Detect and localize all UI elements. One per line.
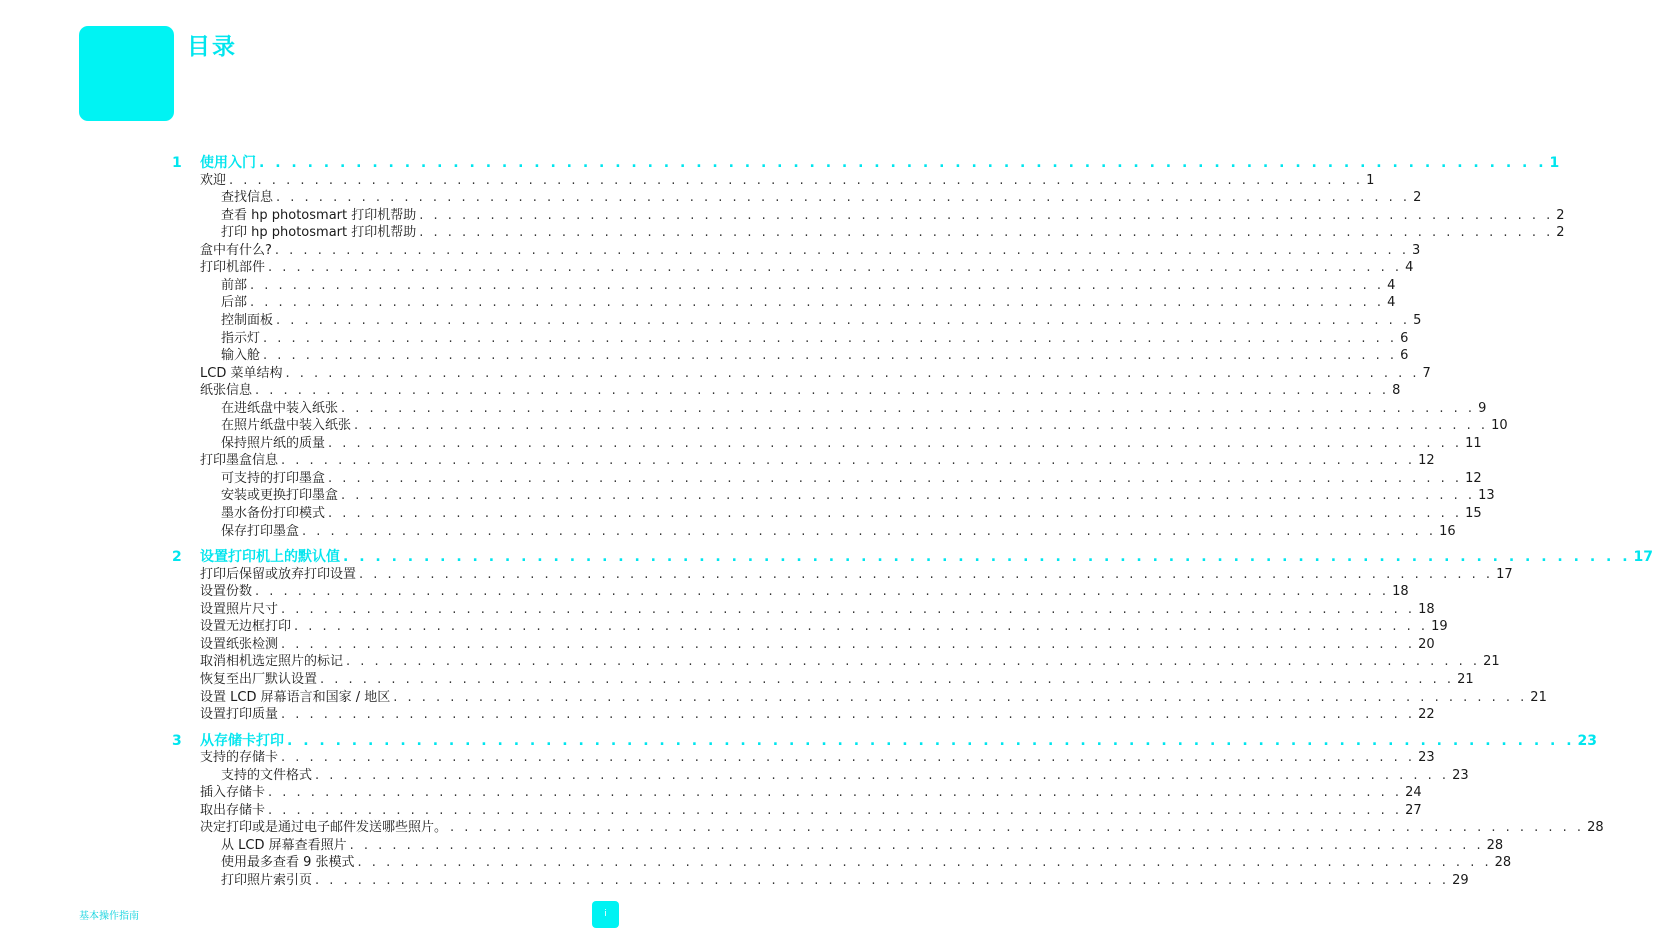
toc-page-number: 15: [1465, 506, 1482, 521]
toc-dot-leader: . . . . . . . . . . . . . . . . . . . . . . . . . . . . . . . . . . . . . . . . . . . . . . . . . . . . . . . . . . . . . . . . . . . . . . . . . . . . . . . .: [281, 707, 1416, 723]
toc-dot-leader: . . . . . . . . . . . . . . . . . . . . . . . . . . . . . . . . . . . . . . . . . . . . . . . . . . . . . . . . . . . . . . . . . . . . . . . . . . . . . . . .: [302, 523, 1437, 539]
toc-page-number: 24: [1405, 785, 1422, 801]
toc-dot-leader: . . . . . . . . . . . . . . . . . . . . . . . . . . . . . . . . . . . . . . . . . . . . . . . . . . . . . . . . . . . . . . . . . . . . . . . . . . . . . . . .: [320, 671, 1455, 687]
toc-entry[interactable]: [221, 417, 1508, 435]
toc-page-number: 11: [1465, 435, 1482, 451]
toc-entry-label: 盒中有什么?: [200, 242, 272, 258]
toc-entry[interactable]: [221, 207, 1565, 225]
toc-entry-label: 墨水备份打印模式: [221, 506, 326, 521]
toc-chapter-number: 3: [172, 732, 182, 749]
toc-entry-label: 支持的文件格式: [221, 767, 313, 783]
toc-dot-leader: . . . . . . . . . . . . . . . . . . . . . . . . . . . . . . . . . . . . . . . . . . . . . . . . . . . . . . . . . . . . . . . . . . . . . . . . . . . . . . . .: [315, 873, 1450, 888]
toc-page-number: 2: [1413, 190, 1422, 206]
toc-entry[interactable]: [200, 365, 1431, 383]
toc-dot-leader: . . . . . . . . . . . . . . . . . . . . . . . . . . . . . . . . . . . . . . . . . . . . . . . . . . . . . . . . . . . . . . . . . . . . . . . . . . . . . . . .: [294, 619, 1429, 635]
toc-dot-leader: . . . . . . . . . . . . . . . . . . . . . . . . . . . . . . . . . . . . . . . . . . . . . . . . . . . . . . . . . . . . . . . . . . . . . . . . . . . . . . . .: [328, 470, 1463, 486]
toc-entry[interactable]: [200, 601, 1435, 619]
toc-dot-leader: . . . . . . . . . . . . . . . . . . . . . . . . . . . . . . . . . . . . . . . . . . . . . . . . . . . . . . . . . . . . . . . . . . . . . . . . . . . . . . . .: [315, 767, 1450, 783]
footer-guide-name: 基本操作指南: [79, 911, 139, 922]
toc-entry-label: 后部: [221, 295, 248, 311]
toc-entry[interactable]: [200, 671, 1474, 689]
toc-page-number: 4: [1387, 295, 1396, 311]
toc-entry[interactable]: [200, 452, 1435, 470]
toc-dot-leader: . . . . . . . . . . . . . . . . . . . . . . . . . . . . . . . . . . . . . . . . . . . . . . . . . . . . . . . . . . . . . . . . . . . . . . . . . . . . . . . .: [419, 225, 1554, 241]
toc-entry-label: 从 LCD 屏幕查看照片: [221, 837, 347, 853]
toc-page-number: 17: [1496, 566, 1513, 582]
toc-dot-leader: . . . . . . . . . . . . . . . . . . . . . . . . . . . . . . . . . . . . . . . . . . . . . . . . . . . . . . . . . . . . . . . . . . . . . . . . . . . . . . . .: [276, 312, 1411, 328]
toc-dot-leader: . . . . . . . . . . . . . . . . . . . . . . . . . . . . . . . . . . . . . . . . . . . . . . . . . . . . . . . . . . . . . . . . . . . . . . . . . . . . . . . .: [419, 207, 1554, 223]
toc-entry[interactable]: [200, 689, 1547, 707]
toc-dot-leader: . . . . . . . . . . . . . . . . . . . . . . . . . . . . . . . . . . . . . . . . . . . . . . . . . . . . . . . . . . . . . . . . . . . . . . . . . . . . . . . .: [250, 277, 1385, 293]
toc-entry[interactable]: [221, 277, 1396, 295]
toc-entry-label: 设置 LCD 屏幕语言和国家 / 地区: [200, 689, 391, 705]
toc-entry[interactable]: [200, 802, 1422, 820]
toc-entry-label: 打印后保留或放弃打印设置: [200, 566, 357, 582]
toc-chapter-entry[interactable]: [172, 732, 1598, 750]
toc-entry[interactable]: [221, 854, 1512, 872]
toc-dot-leader: . . . . . . . . . . . . . . . . . . . . . . . . . . . . . . . . . . . . . . . . . . . . . . . . . . . . . . . . . . . . . . . . . . . . . . . . . . . . . . . .: [281, 750, 1416, 766]
toc-page-number: 1: [1549, 155, 1560, 171]
toc-dot-leader: . . . . . . . . . . . . . . . . . . . . . . . . . . . . . . . . . . . . . . . . . . . . . . . . . . . . . . . . . . . . . . . . . . . . . . . . . . . . . . . .: [285, 365, 1420, 381]
toc-entry[interactable]: [200, 636, 1435, 654]
toc-page-number: 4: [1405, 260, 1414, 276]
toc-page-number: 1: [1366, 172, 1375, 188]
toc-entry-label: 查看 hp photosmart 打印机帮助: [221, 207, 417, 223]
toc-dot-leader: . . . . . . . . . . . . . . . . . . . . . . . . . . . . . . . . . . . . . . . . . . . . . . . . . . . . . . . . . . . . . . . . . . . . . . . . . . . . . . . .: [346, 654, 1481, 670]
toc-entry-label: 打印照片索引页: [221, 873, 313, 888]
toc-dot-leader: . . . . . . . . . . . . . . . . . . . . . . . . . . . . . . . . . . . . . . . . . . . . . . . . . . . . . . . . . . . . . . . . . . . . . . . . . . . . . . . .: [263, 348, 1398, 364]
toc-dot-leader: . . . . . . . . . . . . . . . . . . . . . . . . . . . . . . . . . . . . . . . . . . . . . . . . . . . . . . . . . . . . . . . . . . . . . . . . . . . . . . . .: [255, 383, 1390, 399]
toc-page-number: 23: [1418, 750, 1435, 766]
toc-entry[interactable]: [200, 566, 1513, 584]
toc-dot-leader: . . . . . . . . . . . . . . . . . . . . . . . . . . . . . . . . . . . . . . . . . . . . . . . . . . . . . . . . . . . . . . . . . . . . . . . . . . . . . . . .: [281, 636, 1416, 652]
toc-entry-label: 欢迎: [200, 172, 227, 188]
toc-page-number: 21: [1457, 671, 1474, 687]
toc-entry-label: 设置打印机上的默认值: [200, 549, 340, 566]
toc-chapter-number: 1: [172, 155, 182, 171]
toc-dot-leader: . . . . . . . . . . . . . . . . . . . . . . . . . . . . . . . . . . . . . . . . . . . . . . . . . . . . . . . . . . . . . . . . . . . . . . . . . . . . . . . .: [349, 837, 1484, 853]
toc-entry[interactable]: [221, 224, 1565, 242]
toc-page-number: 20: [1418, 636, 1435, 652]
toc-dot-leader: . . . . . . . . . . . . . . . . . . . . . . . . . . . . . . . . . . . . . . . . . . . . . . . . . . . . . . . . . . . . . . . . . . . . . . . . . . . . . . . .: [341, 400, 1476, 416]
toc-page-number: 7: [1422, 365, 1431, 381]
toc-page-number: 2: [1556, 207, 1565, 223]
toc-entry-label: 支持的存储卡: [200, 750, 279, 766]
toc-dot-leader: . . . . . . . . . . . . . . . . . . . . . . . . . . . . . . . . . . . . . . . . . . . . . . . . . . . . . . . . . . . . . . . . . . . . . . . . . . . . . . . .: [276, 190, 1411, 206]
toc-dot-leader: . . . . . . . . . . . . . . . . . . . . . . . . . . . . . . . . . . . . . . . . . . . . . . . . . . . . . . . . . . . . . . . . . . . . . . . . . . . . . . . .: [354, 418, 1489, 434]
toc-entry-label: 使用入门: [200, 155, 256, 171]
toc-entry-label: 保持照片纸的质量: [221, 435, 326, 451]
toc-page-number: 5: [1413, 312, 1422, 328]
toc-page-number: 8: [1392, 383, 1401, 399]
toc-entry-label: 取消相机选定照片的标记: [200, 654, 344, 670]
toc-dot-leader: . . . . . . . . . . . . . . . . . . . . . . . . . . . . . . . . . . . . . . . . . . . . . . . . . . . . . . . . . . . . . . . . . . . . . . . . . . . . . . . .: [250, 295, 1385, 311]
toc-entry-label: 查找信息: [221, 190, 274, 206]
toc-entry[interactable]: [221, 505, 1482, 523]
toc-dot-leader: . . . . . . . . . . . . . . . . . . . . . . . . . . . . . . . . . . . . . . . . . . . . . . . . . . . . . . . . . . . . . . . . . . . . . . . . . . . . . . . .: [357, 855, 1492, 871]
toc-page-number: 9: [1478, 400, 1487, 416]
toc-entry[interactable]: [221, 435, 1482, 453]
toc-dot-leader: . . . . . . . . . . . . . . . . . . . . . . . . . . . . . . . . . . . . . . . . . . . . . . . . . . . . . . . . . . . . . . . . . . . . . . . . . . . . . . . .: [287, 732, 1575, 749]
toc-dot-leader: . . . . . . . . . . . . . . . . . . . . . . . . . . . . . . . . . . . . . . . . . . . . . . . . . . . . . . . . . . . . . . . . . . . . . . . . . . . . . . . .: [328, 506, 1463, 521]
toc-entry[interactable]: [200, 706, 1435, 724]
toc-entry[interactable]: [221, 470, 1482, 488]
toc-chapter-entry[interactable]: [172, 548, 1653, 566]
toc-entry[interactable]: [221, 837, 1504, 855]
toc-entry-label: 纸张信息: [200, 383, 253, 399]
toc-dot-leader: . . . . . . . . . . . . . . . . . . . . . . . . . . . . . . . . . . . . . . . . . . . . . . . . . . . . . . . . . . . . . . . . . . . . . . . . . . . . . . . .: [393, 689, 1528, 705]
toc-entry-label: 打印机部件: [200, 260, 266, 276]
toc-entry-label: 设置纸张检测: [200, 636, 279, 652]
toc-entry-label: 设置份数: [200, 584, 253, 600]
toc-page-number: 23: [1577, 732, 1598, 749]
page-title: 目录: [187, 34, 237, 60]
toc-entry[interactable]: [200, 749, 1435, 767]
toc-entry[interactable]: [221, 767, 1469, 785]
toc-dot-leader: . . . . . . . . . . . . . . . . . . . . . . . . . . . . . . . . . . . . . . . . . . . . . . . . . . . . . . . . . . . . . . . . . . . . . . . . . . . . . . . .: [229, 172, 1364, 188]
toc-entry[interactable]: [200, 819, 1604, 837]
toc-dot-leader: . . . . . . . . . . . . . . . . . . . . . . . . . . . . . . . . . . . . . . . . . . . . . . . . . . . . . . . . . . . . . . . . . . . . . . . . . . . . . . . .: [274, 242, 1409, 258]
toc-page-number: 28: [1486, 837, 1504, 853]
toc-page-number: 3: [1411, 242, 1421, 258]
toc-chapter-entry[interactable]: [172, 154, 1560, 172]
toc-entry[interactable]: [221, 294, 1396, 312]
toc-entry[interactable]: [200, 653, 1500, 671]
toc-dot-leader: . . . . . . . . . . . . . . . . . . . . . . . . . . . . . . . . . . . . . . . . . . . . . . . . . . . . . . . . . . . . . . . . . . . . . . . . . . . . . . . .: [268, 260, 1403, 276]
toc-dot-leader: . . . . . . . . . . . . . . . . . . . . . . . . . . . . . . . . . . . . . . . . . . . . . . . . . . . . . . . . . . . . . . . . . . . . . . . . . . . . . . . .: [341, 488, 1476, 504]
toc-entry[interactable]: [200, 784, 1422, 802]
toc-dot-leader: . . . . . . . . . . . . . . . . . . . . . . . . . . . . . . . . . . . . . . . . . . . . . . . . . . . . . . . . . . . . . . . . . . . . . . . . . . . . . . . .: [268, 785, 1403, 801]
toc-entry-label: LCD 菜单结构: [200, 365, 283, 381]
toc-dot-leader: . . . . . . . . . . . . . . . . . . . . . . . . . . . . . . . . . . . . . . . . . . . . . . . . . . . . . . . . . . . . . . . . . . . . . . . . . . . . . . . .: [268, 802, 1403, 818]
toc-entry-label: 在照片纸盘中装入纸张: [221, 418, 352, 434]
toc-entry-label: 恢复至出厂默认设置: [200, 671, 318, 687]
toc-dot-leader: . . . . . . . . . . . . . . . . . . . . . . . . . . . . . . . . . . . . . . . . . . . . . . . . . . . . . . . . . . . . . . . . . . . . . . . . . . . . . . . .: [359, 566, 1494, 582]
toc-dot-leader: . . . . . . . . . . . . . . . . . . . . . . . . . . . . . . . . . . . . . . . . . . . . . . . . . . . . . . . . . . . . . . . . . . . . . . . . . . . . . . . .: [450, 820, 1585, 836]
toc-entry-label: 决定打印或是通过电子邮件发送哪些照片。: [200, 820, 448, 836]
toc-dot-leader: . . . . . . . . . . . . . . . . . . . . . . . . . . . . . . . . . . . . . . . . . . . . . . . . . . . . . . . . . . . . . . . . . . . . . . . . . . . . . . . .: [328, 435, 1463, 451]
toc-page-number: 16: [1439, 523, 1456, 539]
toc-dot-leader: . . . . . . . . . . . . . . . . . . . . . . . . . . . . . . . . . . . . . . . . . . . . . . . . . . . . . . . . . . . . . . . . . . . . . . . . . . . . . . . .: [255, 584, 1390, 600]
toc-entry[interactable]: [200, 172, 1375, 190]
toc-entry-label: 控制面板: [221, 312, 274, 328]
toc-entry-label: 从存储卡打印: [200, 732, 284, 749]
toc-dot-leader: . . . . . . . . . . . . . . . . . . . . . . . . . . . . . . . . . . . . . . . . . . . . . . . . . . . . . . . . . . . . . . . . . . . . . . . . . . . . . . . .: [281, 453, 1416, 469]
toc-dot-leader: . . . . . . . . . . . . . . . . . . . . . . . . . . . . . . . . . . . . . . . . . . . . . . . . . . . . . . . . . . . . . . . . . . . . . . . . . . . . . . . .: [343, 549, 1631, 566]
toc-entry-label: 设置照片尺寸: [200, 601, 279, 617]
toc-page-number: 4: [1387, 277, 1396, 293]
toc-page-number: 22: [1418, 707, 1435, 723]
toc-page-number: 17: [1633, 549, 1653, 566]
toc-page-number: 28: [1494, 855, 1512, 871]
toc-entry[interactable]: [221, 400, 1487, 418]
toc-entry-label: 指示灯: [221, 330, 261, 346]
toc-entry[interactable]: [200, 583, 1409, 601]
toc-chapter-number: 2: [172, 549, 182, 566]
toc-dot-leader: . . . . . . . . . . . . . . . . . . . . . . . . . . . . . . . . . . . . . . . . . . . . . . . . . . . . . . . . . . . . . . . . . . . . . . . . . . . . . . . .: [281, 601, 1416, 617]
toc-page-number: 12: [1418, 453, 1435, 469]
toc-entry-label: 可支持的打印墨盒: [221, 470, 326, 486]
toc-entry[interactable]: [221, 330, 1409, 348]
toc-entry[interactable]: [221, 872, 1469, 890]
toc-entry-label: 在进纸盘中装入纸张: [221, 400, 339, 416]
toc-entry-label: 输入舱: [221, 348, 261, 364]
toc-page-number: 6: [1400, 330, 1409, 346]
toc-page-number: 6: [1400, 348, 1409, 364]
toc-page-number: 29: [1452, 873, 1469, 888]
toc-entry[interactable]: [221, 347, 1409, 365]
toc-page-number: 28: [1587, 820, 1604, 836]
toc-dot-leader: . . . . . . . . . . . . . . . . . . . . . . . . . . . . . . . . . . . . . . . . . . . . . . . . . . . . . . . . . . . . . . . . . . . . . . . . . . . . . . . .: [259, 155, 1547, 171]
toc-page-number: 12: [1465, 470, 1482, 486]
toc-entry-label: 设置无边框打印: [200, 619, 292, 635]
toc-entry-label: 取出存储卡: [200, 802, 266, 818]
toc-entry-label: 使用最多查看 9 张模式: [221, 855, 355, 871]
toc-page-number: 2: [1556, 225, 1565, 241]
toc-page-number: 18: [1418, 601, 1435, 617]
chapter-color-block: [79, 26, 174, 121]
toc-entry[interactable]: [200, 242, 1421, 260]
toc-page-number: 23: [1452, 767, 1469, 783]
toc-entry[interactable]: [221, 487, 1495, 505]
toc-page-number: 27: [1405, 802, 1422, 818]
page-number-badge: i: [592, 901, 619, 928]
toc-entry-label: 打印墨盒信息: [200, 453, 279, 469]
toc-entry-label: 打印 hp photosmart 打印机帮助: [221, 225, 417, 241]
toc-page-number: 19: [1431, 619, 1448, 635]
toc-entry[interactable]: [200, 618, 1448, 636]
toc-entry-label: 保存打印墨盒: [221, 523, 300, 539]
toc-entry[interactable]: [200, 259, 1414, 277]
toc-entry[interactable]: [221, 312, 1422, 330]
toc-page-number: 13: [1478, 488, 1495, 504]
toc-entry-label: 前部: [221, 277, 248, 293]
toc-entry-label: 安装或更换打印墨盒: [221, 488, 339, 504]
toc-dot-leader: . . . . . . . . . . . . . . . . . . . . . . . . . . . . . . . . . . . . . . . . . . . . . . . . . . . . . . . . . . . . . . . . . . . . . . . . . . . . . . . .: [263, 330, 1398, 346]
toc-entry[interactable]: [221, 189, 1422, 207]
toc-entry-label: 设置打印质量: [200, 707, 279, 723]
toc-entry[interactable]: [200, 382, 1401, 400]
toc-entry[interactable]: [221, 523, 1456, 541]
toc-page-number: 10: [1491, 418, 1508, 434]
toc-page-number: 21: [1530, 689, 1547, 705]
toc-page-number: 18: [1392, 584, 1409, 600]
toc-entry-label: 插入存储卡: [200, 785, 266, 801]
toc-page-number: 21: [1483, 654, 1500, 670]
